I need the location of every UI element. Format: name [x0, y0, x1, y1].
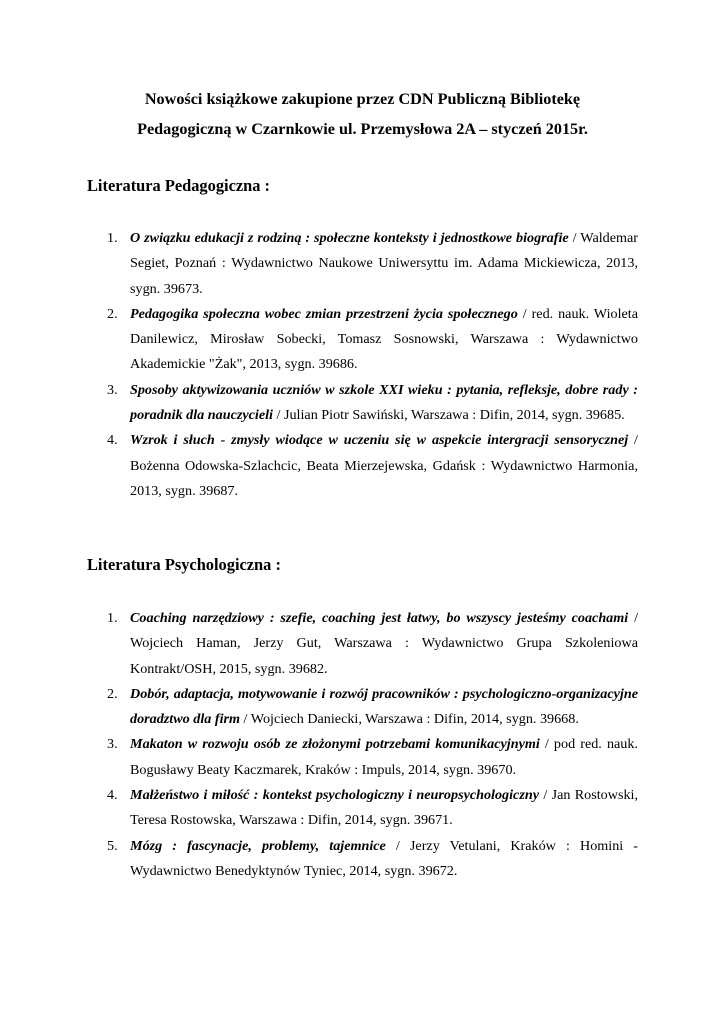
book-title: Dobór, adaptacja, motywowanie i rozwój pracowników : psychologiczno-organizacyjne doradztwo dla firm	[130, 685, 638, 728]
list-item	[0, 732, 638, 783]
book-details: / Bożenna Odowska-Szlachcic, Beata Mierzejewska, Gdańsk : Wydawnictwo Harmonia, 2013, sygn. 39687.	[130, 432, 638, 499]
book-title: Makaton w rozwoju osób ze złożonymi potrzebami komunikacyjnymi	[130, 736, 540, 753]
book-details: / red. nauk. Wioleta Danilewicz, Mirosław Sobecki, Tomasz Sosnowski, Warszawa : Wydawnictwo Akademickie "Żak", 2013, sygn. 39686.	[130, 305, 638, 373]
item-number: 4.	[107, 432, 118, 449]
item-number: 1.	[107, 230, 118, 246]
book-title: Wzrok i słuch - zmysły wiodące w uczeniu się w aspekcie intergracji sensorycznej	[130, 432, 629, 449]
list-item	[0, 606, 638, 682]
item-number: 2.	[107, 305, 118, 322]
item-number: 5.	[107, 837, 118, 854]
item-number: 2.	[107, 685, 118, 702]
book-title: Coaching narzędziowy : szefie, coaching jest łatwy, bo wszyscy jesteśmy coachami	[130, 610, 629, 626]
list-item	[0, 783, 638, 834]
book-details: / Waldemar Segiet, Poznań : Wydawnictwo Naukowe Uniwersyttu im. Adama Mickiewicza, 2013, sygn. 39673.	[130, 230, 638, 297]
book-title: O związku edukacji z rodziną : społeczne konteksty i jednostkowe biografie	[130, 230, 569, 246]
title-line-1: Nowości książkowe zakupione przez CDN Publiczną Bibliotekę	[144, 90, 581, 108]
book-details: / Julian Piotr Sawiński, Warszawa : Difin, 2014, sygn. 39685.	[272, 407, 625, 424]
list-item	[0, 682, 638, 733]
book-details: / pod red. nauk. Bogusławy Beaty Kaczmarek, Kraków : Impuls, 2014, sygn. 39670.	[130, 736, 638, 778]
list-item	[0, 428, 638, 504]
item-number: 4.	[107, 787, 118, 804]
list-item	[0, 834, 638, 885]
book-title: Małżeństwo i miłość : kontekst psychologiczny i neuropsychologiczny	[130, 787, 539, 804]
item-number: 3.	[107, 381, 118, 398]
section-heading-psychological: Literatura Psychologiczna :	[87, 555, 281, 574]
page-title	[60, 84, 665, 144]
book-details: / Wojciech Daniecki, Warszawa : Difin, 2014, sygn. 39668.	[240, 711, 579, 728]
book-details: / Wojciech Haman, Jerzy Gut, Warszawa : Wydawnictwo Grupa Szkoleniowa Kontrakt/OSH, 2015, sygn. 39682.	[130, 610, 638, 677]
item-number: 3.	[107, 736, 118, 753]
psychological-book-list	[0, 606, 638, 884]
book-details: / Jan Rostowski, Teresa Rostowska, Warszawa : Difin, 2014, sygn. 39671.	[130, 787, 639, 829]
book-title: Pedagogika społeczna wobec zmian przestrzeni życia społecznego	[130, 305, 518, 322]
pedagogical-book-list	[0, 226, 638, 504]
book-title: Mózg : fascynacje, problemy, tajemnice	[130, 837, 386, 854]
section-heading-pedagogical: Literatura Pedagogiczna :	[87, 176, 270, 195]
book-details: / Jerzy Vetulani, Kraków : Homini - Wydawnictwo Benedyktynów Tyniec, 2014, sygn. 39672.	[130, 837, 639, 879]
list-item	[0, 378, 638, 429]
item-number: 1.	[107, 610, 118, 626]
list-item	[0, 302, 638, 378]
book-title: Sposoby aktywizowania uczniów w szkole XXI wieku : pytania, refleksje, dobre rady : poradnik dla nauczycieli	[130, 381, 638, 424]
list-item	[0, 226, 638, 302]
title-line-2: Pedagogiczną w Czarnkowie ul. Przemysłowa 2A – styczeń 2015r.	[137, 120, 588, 138]
